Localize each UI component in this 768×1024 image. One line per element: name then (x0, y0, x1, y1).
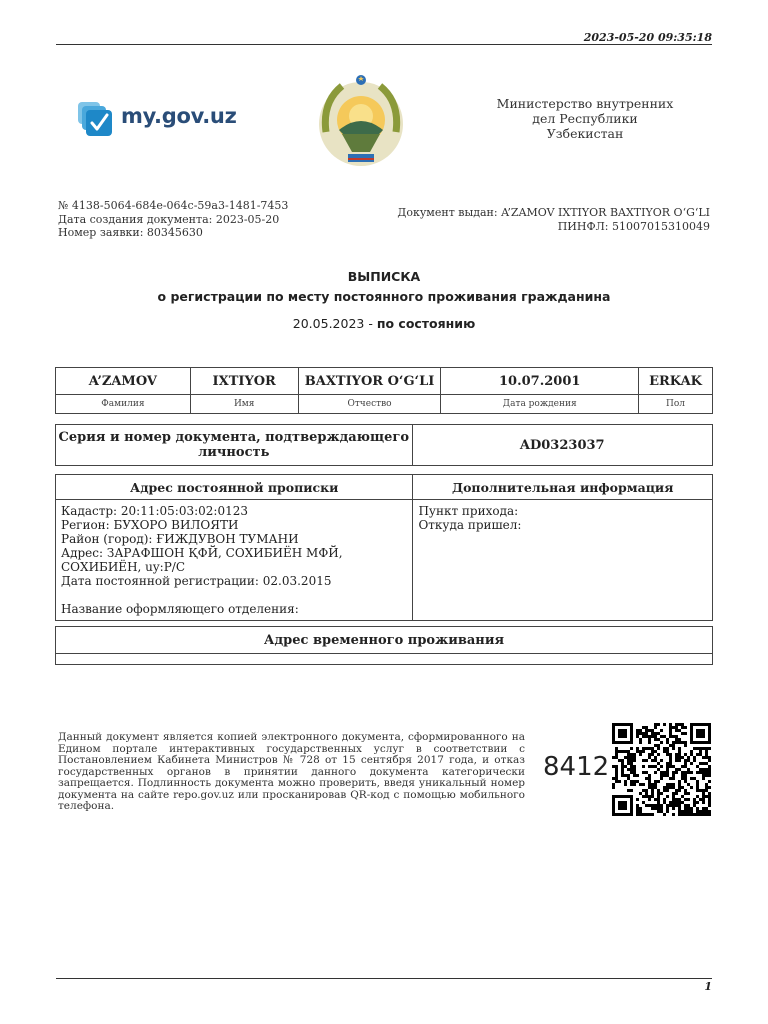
birth-date-label: Дата рождения (441, 395, 639, 414)
patronymic-label: Отчество (298, 395, 441, 414)
sex-value: ERKAK (639, 368, 713, 395)
street-address: Адрес: ЗАРАФШОН ҚФЙ, СОХИБИЁН МФЙ, СОХИБИЁН, uy:P/C (61, 546, 343, 574)
arrived-from: Откуда пришел: (418, 518, 522, 532)
district: Район (город): ҒИЖДУВОН ТУМАНИ (61, 532, 299, 546)
creation-date: Дата создания документа: 2023-05-20 (58, 212, 280, 226)
additional-info-header: Дополнительная информация (413, 475, 713, 500)
document-title: ВЫПИСКА (347, 269, 421, 284)
ministry-line: Узбекистан (546, 126, 624, 141)
person-table (55, 367, 713, 414)
surname-label: Фамилия (56, 395, 191, 414)
cadastre: Кадастр: 20:11:05:03:02:0123 (61, 504, 248, 518)
identity-document-table (55, 424, 713, 466)
temporary-address-table (55, 626, 713, 665)
document-subtitle: о регистрации по месту постоянного проживания гражданина (157, 289, 611, 304)
additional-info-cell (413, 500, 713, 621)
name-value: IXTIYOR (190, 368, 298, 395)
temporary-address-header: Адрес временного проживания (56, 627, 713, 654)
legal-notice: Данный документ является копией электронного документа, сформированного на Едином портале интерактивных государственных услуг в соответствии с Постановлением Кабинета Министров № 728 от 15 сентября 2017 года, и отказ государственных органов в принятии данного документа категорически запрещается. Подлинность документа можно проверить, введя уникальный номер документа на сайте repo.gov.uz или просканировав QR-код с помощью мобильного телефона. (58, 731, 525, 812)
registering-office: Название оформляющего отделения: (61, 602, 299, 616)
surname-value: A’ZAMOV (56, 368, 191, 395)
footer-divider (56, 978, 712, 979)
mygov-logo[interactable] (76, 100, 236, 140)
logo-text: my.gov.uz (121, 104, 237, 128)
temporary-address-cell (56, 654, 713, 665)
arrival-point: Пункт прихода: (418, 504, 519, 518)
address-table (55, 474, 713, 621)
permanent-address-cell (56, 500, 413, 621)
patronymic-value: BAXTIYOR O‘G‘LI (298, 368, 441, 395)
sex-label: Пол (639, 395, 713, 414)
name-label: Имя (190, 395, 298, 414)
as-of-suffix: по состоянию (376, 316, 476, 331)
ministry-line: дел Республики (532, 111, 638, 126)
registration-date: Дата постоянной регистрации: 02.03.2015 (61, 574, 332, 588)
document-meta (58, 199, 288, 240)
issued-to: Документ выдан: A’ZAMOV IXTIYOR BAXTIYOR O‘G‘LI (397, 206, 710, 219)
as-of-date (0, 316, 768, 331)
pinfl: ПИНФЛ: 51007015310049 (557, 219, 710, 233)
mygov-check-icon (76, 100, 116, 140)
timestamp: 2023-05-20 09:35:18 (583, 31, 712, 44)
ministry-name (470, 96, 700, 141)
identity-document-label: Серия и номер документа, подтверждающего личность (56, 425, 413, 466)
as-of-value: 20.05.2023 - (292, 316, 373, 331)
header-divider (56, 44, 712, 45)
permanent-address-header: Адрес постоянной прописки (56, 475, 413, 500)
identity-document-value: AD0323037 (412, 425, 713, 466)
region: Регион: БУХОРО ВИЛОЯТИ (61, 518, 239, 532)
request-number: Номер заявки: 80345630 (58, 226, 203, 239)
birth-date-value: 10.07.2001 (441, 368, 639, 395)
qr-code[interactable] (612, 723, 711, 816)
page-number: 1 (704, 980, 712, 993)
state-emblem (312, 72, 410, 170)
ministry-line: Министерство внутренних (496, 96, 674, 111)
verification-code: 8412 (543, 752, 610, 782)
document-number: № 4138-5064-684e-064c-59a3-1481-7453 (58, 199, 289, 212)
issued-to-meta (397, 206, 710, 233)
